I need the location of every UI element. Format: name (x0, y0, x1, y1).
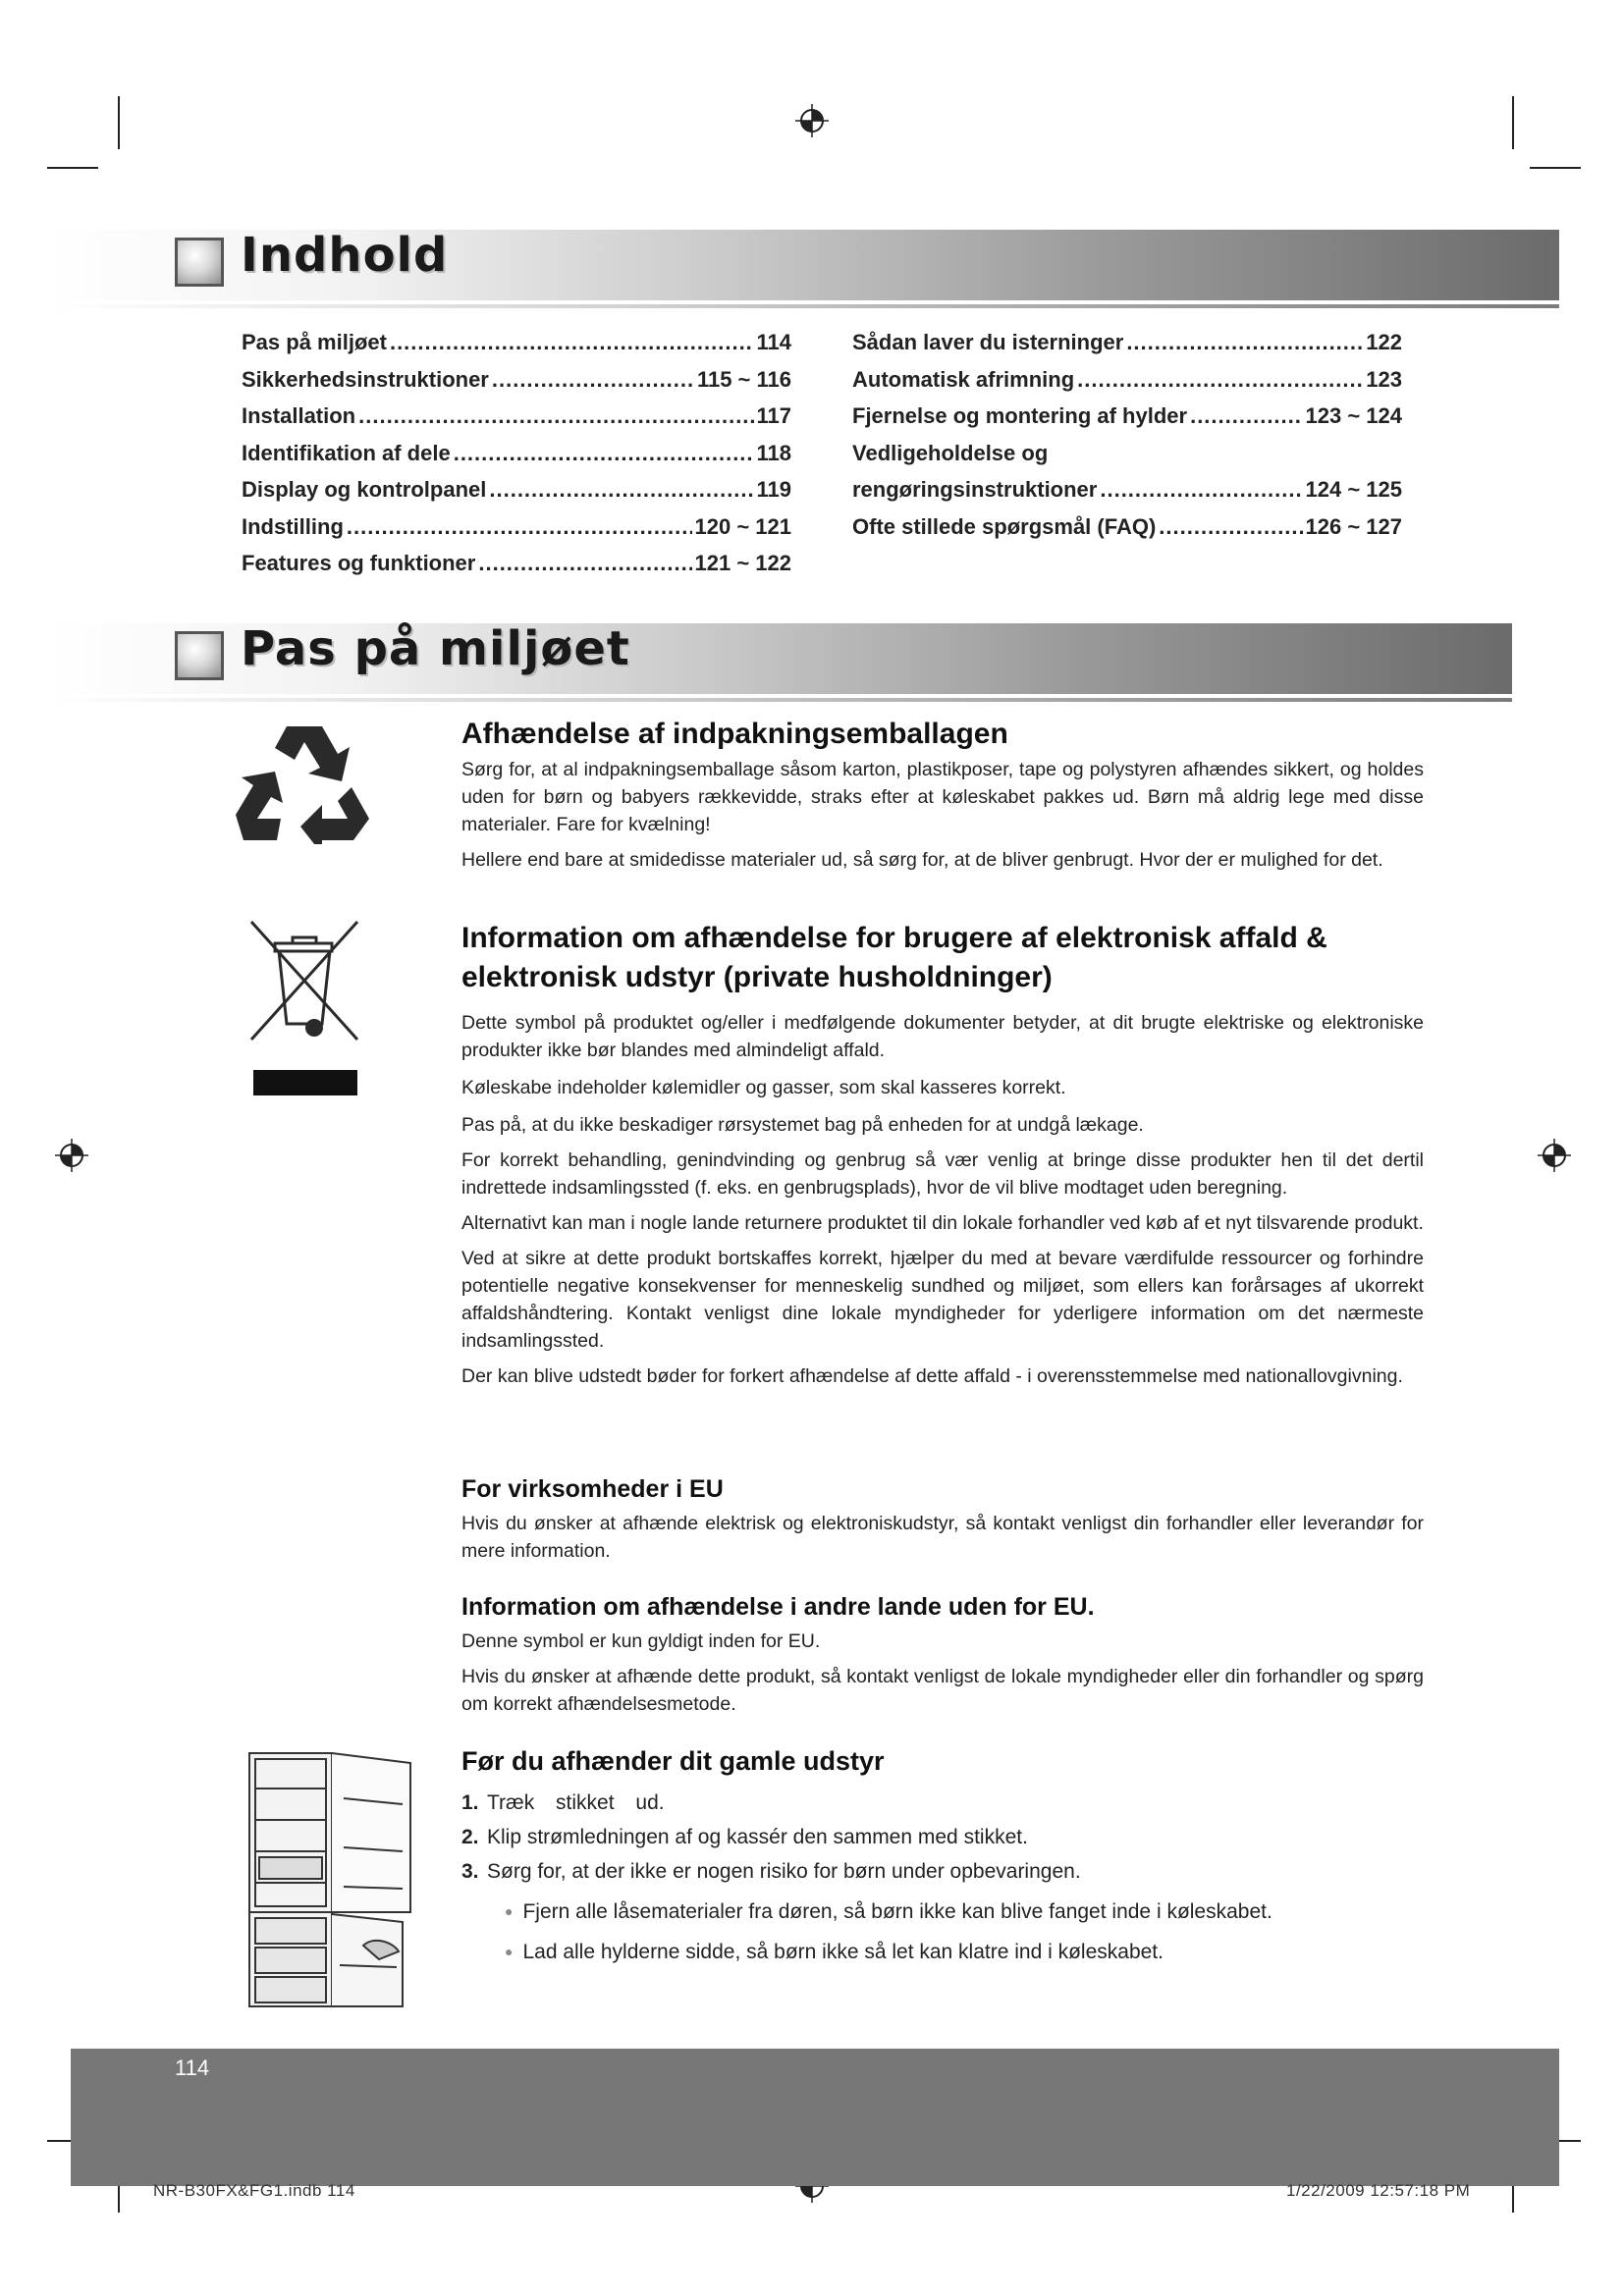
non-eu-heading: Information om afhændelse i andre lande uden for EU. (461, 1593, 1095, 1621)
old-unit-block (461, 1742, 1424, 1973)
old-unit-heading: Før du afhænder dit gamle udstyr (461, 1746, 885, 1776)
list-item: ● Lad alle hylderne sidde, så børn ikke så let kan klatre ind i køleskabet. (505, 1933, 1424, 1973)
eu-paragraph: Hvis du ønsker at afhænde elektrisk og elektroniskudstyr, så kontakt venligst din forhandler eller leverandør for mere information. (461, 1513, 1424, 1562)
print-slug-left: NR-B30FX&FG1.indb 114 (153, 2181, 355, 2200)
weee-paragraph: For korrekt behandling, genindvinding og genbrug så vær venlig at bringe disse produkter hen til det dertil indrettede indsamlingssted (f. eks. en genbrugsplads), hvor de vil blive modtaget uden beregning. (461, 1149, 1424, 1199)
footer-bar (71, 2049, 1559, 2186)
toc-entry[interactable]: Indstilling ..... 120 ~ 121 (242, 508, 791, 546)
toc-entry[interactable]: Display og kontrolpanel ..... 119 (242, 471, 791, 508)
list-item: 3. Sørg for, at der ikke er nogen risiko for børn under opbevaringen. (461, 1860, 1081, 1883)
packaging-heading: Afhændelse af indpakningsemballagen (461, 718, 1008, 750)
eu-heading: For virksomheder i EU (461, 1475, 724, 1503)
weee-crossed-bin-icon (245, 918, 363, 1045)
page-number: 114 (175, 2056, 210, 2080)
toc-entry[interactable]: Ofte stillede spørgsmål (FAQ) ..... 126 ~ 127 (852, 508, 1402, 546)
crop-mark (47, 167, 98, 169)
list-item: 1. Træk stikket ud. (461, 1791, 665, 1814)
packaging-paragraph: Hellere end bare at smidedisse materialer ud, så sørg for, at de bliver genbrugt. Hvor der er mulighed for det. (461, 849, 1383, 871)
crop-mark (118, 96, 120, 149)
recycle-icon (236, 717, 373, 844)
toc-entry[interactable]: Vedligeholdelse og (852, 440, 1049, 465)
list-item: ● Fjern alle låsematerialer fra døren, så børn ikke kan blive fanget inde i køleskabet. (505, 1893, 1424, 1933)
toc-right-column (852, 324, 1402, 545)
header-square-icon (175, 631, 224, 680)
registration-mark-icon (55, 1139, 88, 1172)
toc-title: Indhold (241, 228, 449, 283)
non-eu-paragraph: Hvis du ønsker at afhænde dette produkt, så kontakt venligst de lokale myndigheder eller din forhandler og spørg om korrekt afhændelsesmetode. (461, 1666, 1424, 1715)
weee-black-bar (253, 1070, 357, 1095)
toc-entry[interactable]: Fjernelse og montering af hylder ..... 123 ~ 124 (852, 398, 1402, 435)
toc-entry[interactable]: Sådan laver du isterninger ..... 122 (852, 324, 1402, 361)
weee-heading: Information om afhændelse for brugere af elektronisk affald & elektronisk udstyr (private husholdninger) (461, 922, 1327, 993)
toc-entry[interactable]: Sikkerhedsinstruktioner ..... 115 ~ 116 (242, 361, 791, 399)
print-slug-right: 1/22/2009 12:57:18 PM (1286, 2181, 1471, 2200)
packaging-paragraph: Sørg for, at al indpakningsemballage såsom karton, plastikposer, tape og polystyren afhændes sikkert, og holdes uden for børn og babyers rækkevidde, straks efter at køleskabet pakkes ud. Børn må aldrig lege med disse materialer. Fare for kvælning! (461, 759, 1424, 835)
toc-entry[interactable]: Automatisk afrimning ..... 123 (852, 361, 1402, 399)
weee-paragraph: Dette symbol på produktet og/eller i medfølgende dokumenter betyder, at dit brugte elektriske og elektroniske produkter ikke bør blandes med almindeligt affald. (461, 1012, 1424, 1061)
weee-block (461, 919, 1424, 1390)
non-eu-paragraph: Denne symbol er kun gyldigt inden for EU. (461, 1630, 821, 1652)
section-title: Pas på miljøet (241, 621, 630, 676)
old-unit-bullets (461, 1893, 1424, 1973)
weee-paragraph: Der kan blive udstedt bøder for forkert afhændelse af dette affald - i overensstemmelse med nationallovgivning. (461, 1365, 1403, 1387)
weee-paragraph: Alternativt kan man i nogle lande returnere produktet til din lokale forhandler ved køb af et nyt tilsvarende produkt. (461, 1212, 1424, 1234)
toc-left-column (242, 324, 791, 582)
eu-block (461, 1472, 1424, 1565)
toc-entry[interactable]: Installation ..... 117 (242, 398, 791, 435)
toc-entry[interactable]: Identifikation af dele ..... 118 (242, 435, 791, 472)
old-unit-steps (461, 1786, 1424, 1889)
non-eu-block (461, 1590, 1424, 1718)
packaging-block (461, 715, 1424, 874)
crop-mark (1530, 167, 1581, 169)
toc-entry[interactable]: rengøringsinstruktioner ..... 124 ~ 125 (852, 471, 1402, 508)
registration-mark-icon (1538, 1139, 1571, 1172)
toc-entry[interactable]: Features og funktioner ..... 121 ~ 122 (242, 545, 791, 582)
toc-entry[interactable]: Pas på miljøet ..... 114 (242, 324, 791, 361)
header-square-icon (175, 238, 224, 287)
weee-paragraph: Køleskabe indeholder kølemidler og gasser, som skal kasseres korrekt. (461, 1077, 1066, 1098)
weee-paragraph: Ved at sikre at dette produkt bortskaffes korrekt, hjælper du med at bevare værdifulde ressourcer og forhindre potentielle negative konsekvenser for menneskelig sundhed og miljøet, som ellers kan forårsages af ukorrekt affaldshåndtering. Kontakt venligst dine lokale myndigheder for yderligere information om det nærmeste indsamlingssted. (461, 1248, 1424, 1352)
crop-mark (1512, 96, 1514, 149)
list-item: 2. Klip strømledningen af og kassér den sammen med stikket. (461, 1826, 1028, 1848)
weee-paragraph: Pas på, at du ikke beskadiger rørsystemet bag på enheden for at undgå lækage. (461, 1114, 1144, 1136)
registration-mark-icon (795, 104, 829, 137)
fridge-open-illustration (245, 1749, 422, 2014)
